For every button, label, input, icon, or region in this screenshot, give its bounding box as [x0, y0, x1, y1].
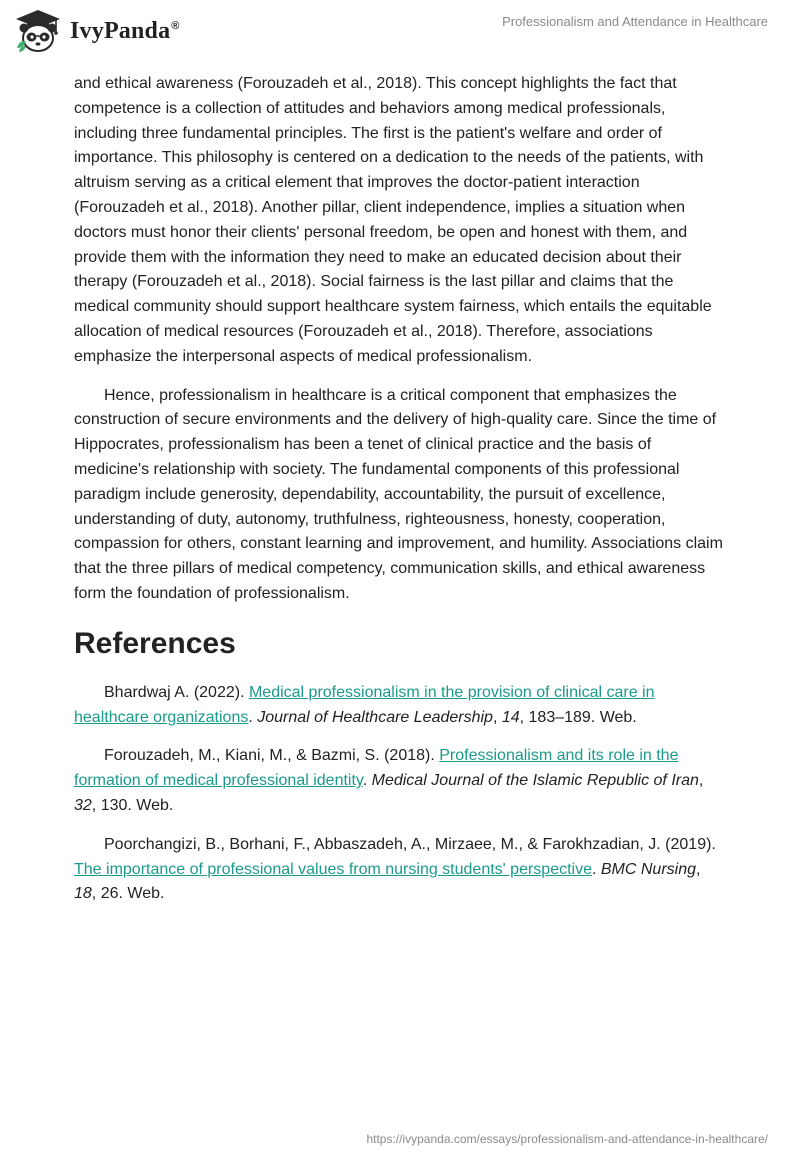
reference-separator: , — [696, 860, 701, 878]
reference-separator: , — [492, 708, 502, 726]
ivypanda-logo[interactable] — [14, 8, 180, 54]
reference-link[interactable]: Medical professionalism in the provision of clinical care in healthcare organizations — [74, 683, 655, 726]
brand-name: IvyPanda® — [70, 17, 180, 44]
reference-item-3 — [74, 833, 726, 907]
running-title: Professionalism and Attendance in Healthcare — [502, 14, 768, 29]
reference-journal: Journal of Healthcare Leadership — [257, 708, 493, 726]
reference-separator: . — [248, 708, 258, 726]
reference-authors: Poorchangizi, B., Borhani, F., Abbaszadeh, A., Mirzaee, M., & Farokhzadian, J. (2019). — [104, 835, 716, 853]
body-paragraph-1: and ethical awareness (Forouzadeh et al., 2018). This concept highlights the fact that competence is a collection of attitudes and behaviors among medical professionals, including three fundamental principles. The first is the patient's welfare and order of importance. This philosophy is centered on a dedication to the needs of the patients, with altruism serving as a critical element that improves the doctor-patient interaction (Forouzadeh et al., 2018). Another pillar, client independence, implies a situation when doctors must honor their clients' personal freedom, be open and honest with them, and provide them with the information they need to make an educated decision about their therapy (Forouzadeh et al., 2018). Social fairness is the last pillar and claims that the medical community should support healthcare system fairness, which entails the equitable allocation of medical resources (Forouzadeh et al., 2018). Therefore, associations emphasize the interpersonal aspects of medical professionalism. — [74, 75, 712, 365]
reference-pages: , 130. Web. — [91, 796, 174, 814]
reference-authors: Forouzadeh, M., Kiani, M., & Bazmi, S. (2018). — [104, 747, 440, 765]
reference-item-2 — [74, 744, 726, 818]
references-heading: References — [74, 626, 236, 660]
reference-journal: Medical Journal of the Islamic Republic of Iran — [371, 772, 699, 790]
reference-volume: 32 — [74, 796, 92, 814]
reference-separator: , — [698, 772, 704, 790]
reference-link[interactable]: Professionalism and its role in the formation of medical professional identity — [74, 747, 679, 790]
reference-item-1 — [74, 681, 726, 731]
reference-volume: 18 — [74, 885, 92, 903]
body-paragraph-2: Hence, professionalism in healthcare is a critical component that emphasizes the construction of secure environments and the delivery of high-quality care. Since the time of Hippocrates, professionalism has been a tenet of clinical practice and the basis of medicine's relationship with society. The fundamental components of this professional paradigm include generosity, dependability, accountability, the pursuit of excellence, understanding of duty, autonomy, truthfulness, righteousness, honesty, cooperation, compassion for others, constant learning and improvement, and humility. Associations claim that the three pillars of medical competency, communication skills, and ethical awareness form the foundation of professionalism. — [74, 386, 723, 602]
reference-pages: , 26. Web. — [91, 885, 165, 903]
reference-volume: 14 — [501, 708, 520, 726]
reference-authors: Bhardwaj A. (2022). — [104, 683, 249, 701]
registered-mark: ® — [171, 19, 180, 32]
page-header — [0, 0, 800, 64]
panda-graduate-icon — [14, 8, 62, 54]
reference-journal: BMC Nursing — [600, 860, 697, 878]
reference-separator: . — [362, 772, 372, 790]
source-url[interactable]: https://ivypanda.com/essays/professionalism-and-attendance-in-healthcare/ — [366, 1132, 768, 1146]
reference-pages: , 183–189. Web. — [519, 708, 637, 726]
reference-separator: . — [591, 860, 601, 878]
document-body — [74, 72, 726, 921]
reference-link[interactable]: The importance of professional values from nursing students' perspective — [74, 860, 592, 878]
